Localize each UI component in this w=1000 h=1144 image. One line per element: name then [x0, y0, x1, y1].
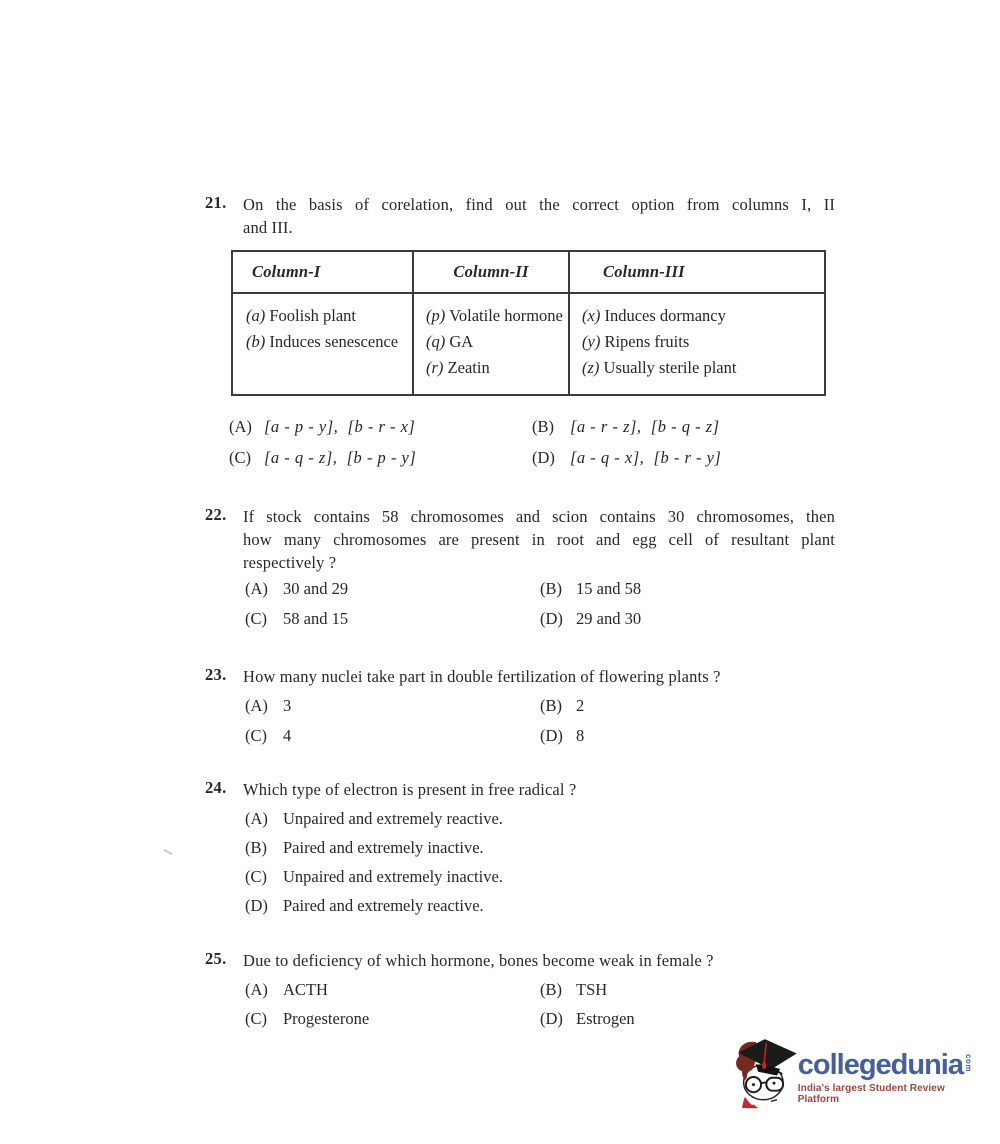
- option-label: (C): [245, 1009, 267, 1028]
- option-label: (D): [245, 896, 268, 915]
- option-label: (B): [245, 838, 267, 857]
- question-21-line2: and III.: [243, 218, 293, 237]
- table-item: [582, 329, 824, 355]
- option-label: (B): [540, 579, 562, 598]
- table-cell-column-3: [568, 294, 824, 394]
- q25-options-row-1: [0, 980, 1000, 1004]
- table-header-column-3: Column-III: [568, 252, 824, 294]
- item-tag: (p): [426, 306, 446, 325]
- option-label: (C): [229, 448, 251, 467]
- item-text: Ripens fruits: [604, 332, 690, 351]
- q24-option-c: [0, 867, 1000, 891]
- item-text: Zeatin: [447, 358, 490, 377]
- table-item: [582, 355, 824, 381]
- option-text: 29 and 30: [576, 609, 642, 628]
- table-header-column-1: Column-I: [233, 252, 412, 294]
- table-item: [426, 303, 568, 329]
- option-label: (C): [245, 726, 267, 745]
- table-cell-column-2: [412, 294, 568, 394]
- option-text: [570, 417, 720, 437]
- option-text: 8: [576, 726, 585, 745]
- option-label: (A): [245, 809, 268, 828]
- table-item: [246, 329, 412, 355]
- question-25-number: 25.: [205, 949, 227, 968]
- item-text: GA: [449, 332, 474, 351]
- option-label: (A): [245, 980, 268, 999]
- logo-tld: com: [964, 1054, 973, 1072]
- option-label: (D): [540, 1009, 563, 1028]
- question-23-line1: How many nuclei take part in double fertilization of flowering plants ?: [243, 667, 721, 686]
- question-22-line1: If stock contains 58 chromosomes and scion contains 30 chromosomes, then: [243, 507, 835, 526]
- table-item: [426, 329, 568, 355]
- question-21-number: 21.: [205, 193, 227, 212]
- question-22-line2: how many chromosomes are present in root and egg cell of resultant plant: [243, 530, 835, 549]
- option-text: Estrogen: [576, 1009, 635, 1028]
- item-text: Induces senescence: [269, 332, 399, 351]
- logo-text-block: [798, 1028, 973, 1105]
- question-22-line3: respectively ?: [243, 553, 337, 572]
- item-tag: (q): [426, 332, 446, 351]
- item-text: Induces dormancy: [604, 306, 726, 325]
- option-label: (B): [532, 417, 554, 436]
- table-item: [246, 303, 412, 329]
- option-text: Progesterone: [283, 1009, 370, 1028]
- collegedunia-wordmark: collegedunia: [797, 1049, 963, 1081]
- option-expr: [a - r - z], [b - q - z]: [570, 417, 720, 436]
- q23-options-row-1: [0, 696, 1000, 720]
- option-text: 58 and 15: [283, 609, 349, 628]
- option-label: (D): [532, 448, 555, 467]
- collegedunia-logo: [733, 1028, 973, 1120]
- option-label: (A): [229, 417, 252, 436]
- item-tag: (a): [246, 306, 266, 325]
- question-22-number: 22.: [205, 505, 227, 524]
- option-label: (B): [540, 696, 562, 715]
- table-cell-column-1: [233, 294, 412, 394]
- option-label: (B): [540, 980, 562, 999]
- q21-options-row-2: [0, 448, 1000, 472]
- item-tag: (r): [426, 358, 444, 377]
- option-text: [570, 448, 721, 468]
- question-24-text: [243, 778, 835, 801]
- logo-tagline: India's largest Student Review Platform: [797, 1083, 945, 1105]
- item-tag: (z): [582, 358, 600, 377]
- question-23-text: [243, 665, 835, 688]
- option-label: (A): [245, 696, 268, 715]
- question-21-text: [243, 193, 835, 239]
- q24-option-d: [0, 896, 1000, 920]
- item-text: Foolish plant: [269, 306, 357, 325]
- item-tag: (x): [582, 306, 601, 325]
- table-item: [426, 355, 568, 381]
- option-text: Unpaired and extremely reactive.: [283, 809, 503, 828]
- option-text: 4: [283, 726, 292, 745]
- q22-options-row-1: [0, 579, 1000, 603]
- q24-option-a: [0, 809, 1000, 833]
- option-label: (D): [540, 609, 563, 628]
- option-label: (A): [245, 579, 268, 598]
- question-22-text: [243, 505, 835, 574]
- item-text: Volatile hormone: [449, 306, 563, 325]
- q22-options-row-2: [0, 609, 1000, 633]
- option-text: 30 and 29: [283, 579, 349, 598]
- option-label: (D): [540, 726, 563, 745]
- option-text: 2: [576, 696, 585, 715]
- question-25-line1: Due to deficiency of which hormone, bones become weak in female ?: [243, 951, 714, 970]
- table-header-column-2: Column-II: [412, 252, 568, 294]
- option-expr: [a - q - x], [b - r - y]: [570, 448, 722, 467]
- option-text: 3: [283, 696, 292, 715]
- q24-option-b: [0, 838, 1000, 862]
- item-tag: (y): [582, 332, 601, 351]
- option-label: (C): [245, 867, 267, 886]
- option-text: Unpaired and extremely inactive.: [283, 867, 503, 886]
- item-text: Usually sterile plant: [603, 358, 737, 377]
- match-columns-table: [231, 250, 826, 396]
- q23-options-row-2: [0, 726, 1000, 750]
- question-24-number: 24.: [205, 778, 227, 797]
- q21-options-row-1: [0, 417, 1000, 441]
- question-21-line1: On the basis of corelation, find out the correct option from columns I, II: [243, 195, 835, 214]
- question-24-line1: Which type of electron is present in free radical ?: [243, 780, 577, 799]
- question-23-number: 23.: [205, 665, 227, 684]
- table-item: [582, 303, 824, 329]
- option-text: ACTH: [283, 980, 328, 999]
- question-25-text: [243, 949, 835, 972]
- option-label: (C): [245, 609, 267, 628]
- option-text: [a - q - z], [b - p - y]: [264, 448, 417, 467]
- item-tag: (b): [246, 332, 266, 351]
- collegedunia-mascot-icon: [733, 1028, 797, 1120]
- option-text: Paired and extremely reactive.: [283, 896, 484, 915]
- option-text: Paired and extremely inactive.: [283, 838, 484, 857]
- option-text: 15 and 58: [576, 579, 642, 598]
- option-text: [a - p - y], [b - r - x]: [264, 417, 416, 436]
- option-text: TSH: [576, 980, 608, 999]
